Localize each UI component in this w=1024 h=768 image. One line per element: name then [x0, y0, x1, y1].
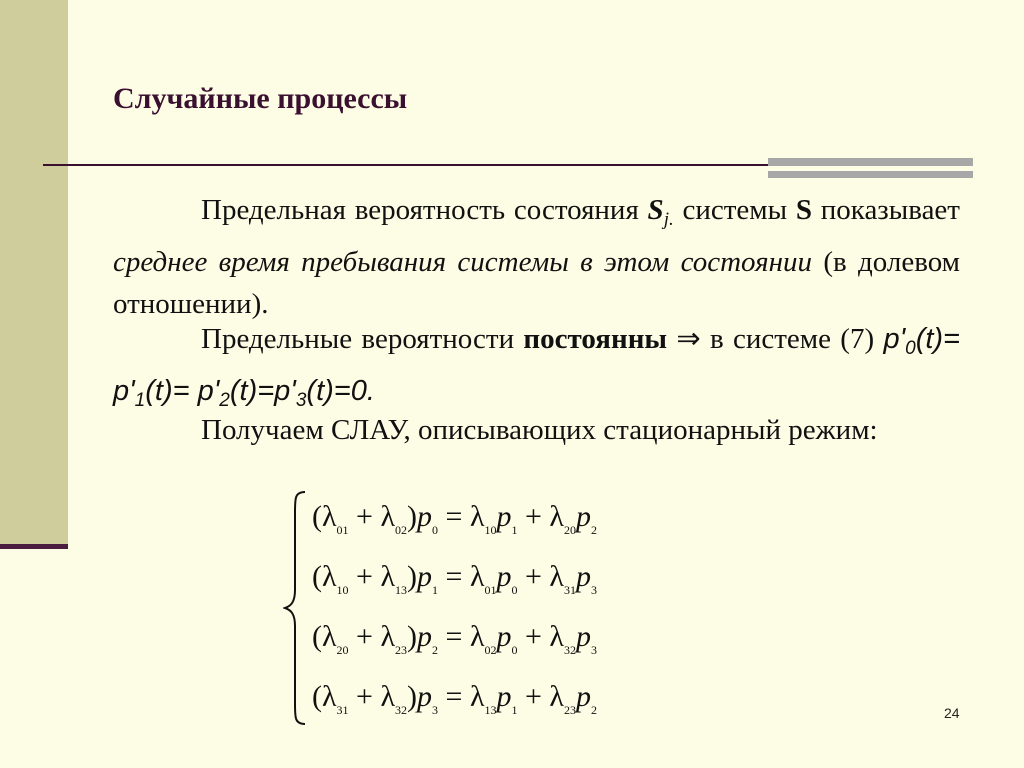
paragraph-constant: Предельные вероятности постоянны ⇒ в системе (7) $p'_0(t)= p'_1(t)= p'_2(t)=p'_3(t)=0$. [113, 323, 960, 411]
paragraph-slau: Получаем СЛАУ, описывающих стационарный режим: [201, 414, 878, 446]
accent-bar-bottom [768, 171, 973, 178]
system-brace [283, 490, 311, 726]
equation-row: $(\lambda_{10} + \lambda_{13})p_1 = \lambda_{01}p_0 + \lambda_{31}p_3$ [312, 560, 597, 597]
accent-bar-top [768, 158, 973, 166]
equation-row: $(\lambda_{20} + \lambda_{23})p_2 = \lambda_{02}p_0 + \lambda_{32}p_3$ [312, 620, 597, 657]
equation-row: $(\lambda_{01} + \lambda_{02})p_0 = \lambda_{10}p_1 + \lambda_{20}p_2$ [312, 500, 597, 537]
slide-title: Случайные процессы [113, 82, 408, 115]
sidebar-underline [0, 544, 68, 549]
page-number: 24 [944, 705, 960, 721]
paragraph-limit-probability: Предельная вероятность состояния $S_{j.}$ системы S показывает среднее время пребывания системы в этом состоянии (в долевом отношении). [113, 194, 960, 320]
derivative-formula: $p'_0(t)= p'_1(t)= p'_2(t)=p'_3(t)=0$. [113, 323, 960, 411]
sidebar-decoration [0, 0, 68, 545]
equation-row: $(\lambda_{31} + \lambda_{32})p_3 = \lambda_{13}p_1 + \lambda_{23}p_2$ [312, 680, 597, 717]
